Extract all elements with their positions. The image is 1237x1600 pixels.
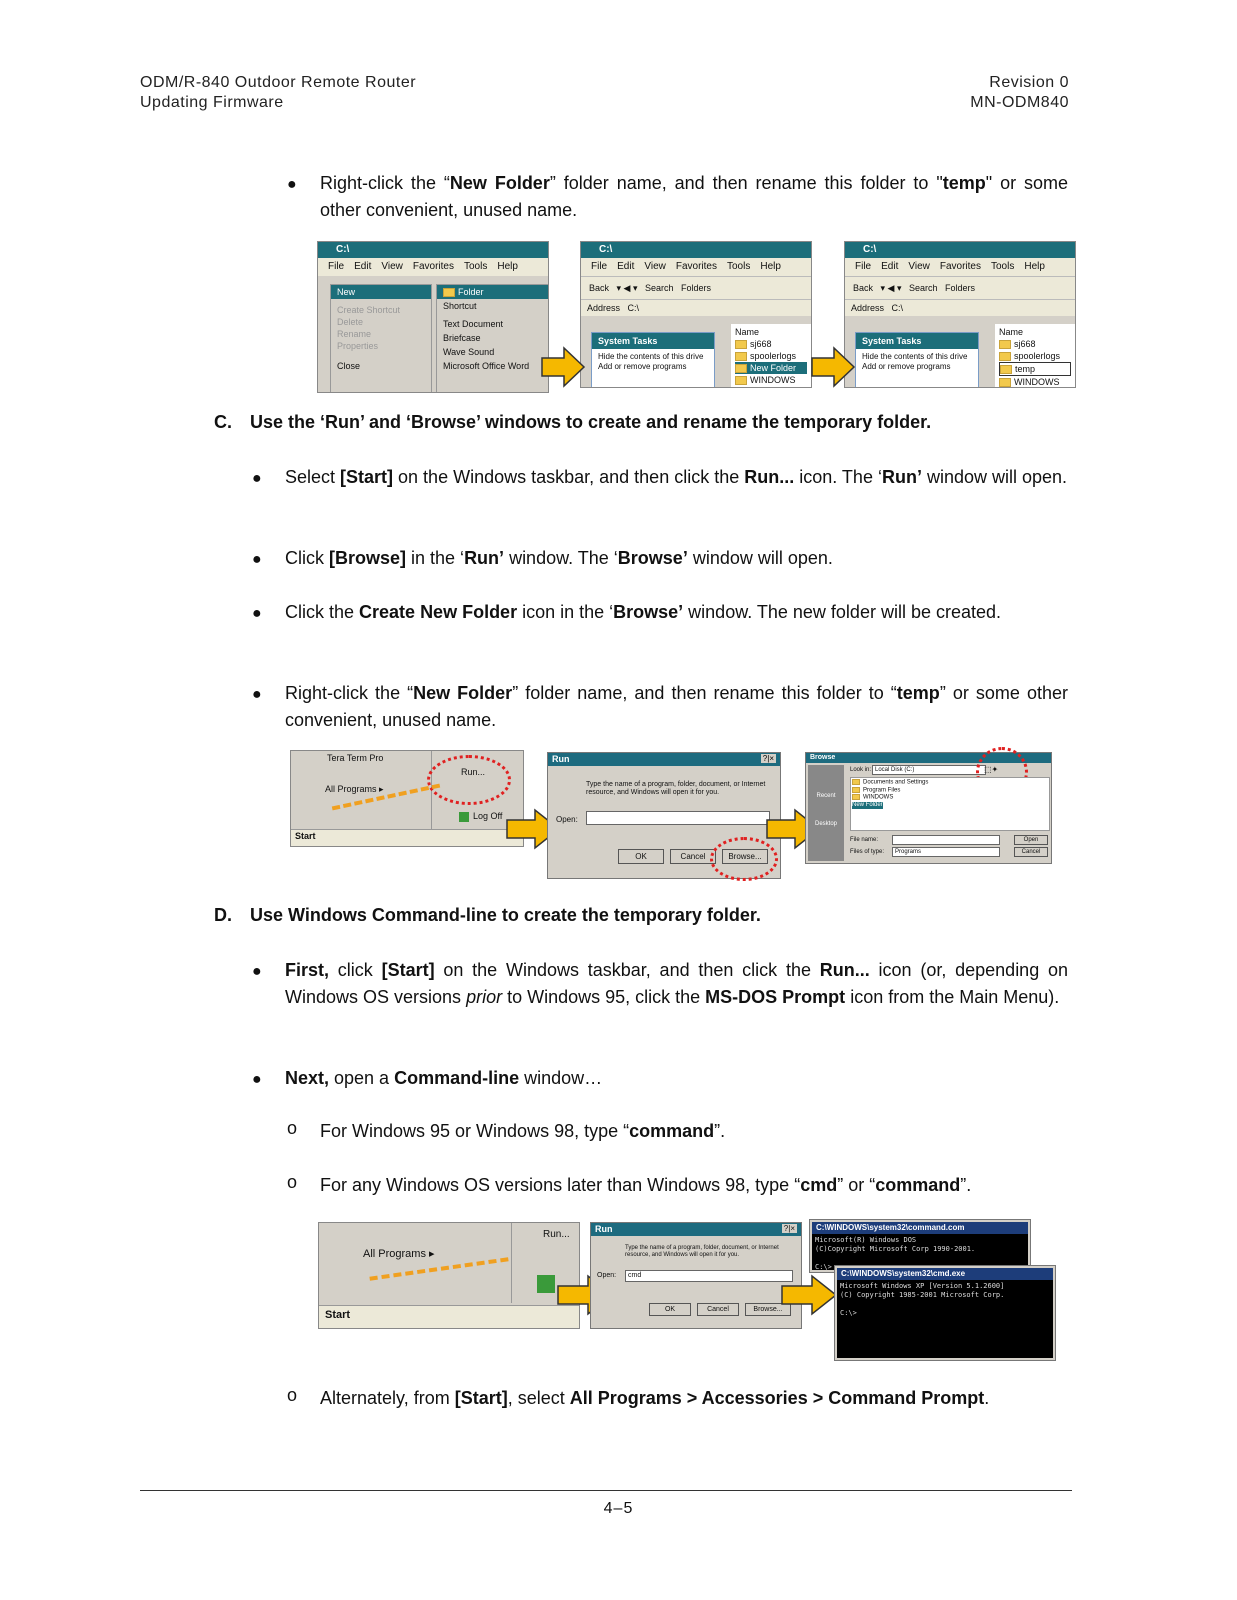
context-menu bbox=[330, 284, 432, 393]
bullet-icon: ● bbox=[252, 470, 262, 487]
start-button[interactable]: Start bbox=[325, 1309, 351, 1321]
list-item-new-folder[interactable]: New Folder bbox=[735, 362, 807, 374]
list-item: Program Files bbox=[852, 787, 1048, 795]
menu-bar bbox=[318, 258, 548, 276]
menu-bar: File Edit View Favorites Tools Help bbox=[581, 258, 811, 276]
start-button[interactable]: Start bbox=[295, 831, 316, 841]
list-item: WINDOWS bbox=[999, 376, 1071, 388]
open-input[interactable] bbox=[586, 811, 770, 825]
system-tasks-panel: System Tasks Hide the contents of this drive Add or remove programs bbox=[591, 332, 715, 388]
d-sub-bullet-3: Alternately, from [Start], select All Programs > Accessories > Command Prompt. bbox=[320, 1388, 990, 1408]
submenu-wave-sound[interactable]: Wave Sound bbox=[443, 347, 495, 358]
browse-button[interactable]: Browse... bbox=[745, 1303, 791, 1316]
explorer-context-menu-screenshot bbox=[317, 241, 549, 393]
window-title: C:\ bbox=[318, 242, 548, 258]
d-bullet-1: First, click [Start] on the Windows taskbar, and then click the Run... icon (or, depending on Windows OS versions prior to Windows 95, click the MS-DOS Prompt icon from the Main Menu). bbox=[285, 960, 1069, 1007]
bullet-icon: ● bbox=[252, 551, 262, 568]
run-dialog-title: Run bbox=[591, 1223, 801, 1236]
create-new-folder-icon[interactable]: ⬚✦ bbox=[984, 765, 999, 774]
file-name-label: File name: bbox=[850, 837, 879, 843]
menu-item-properties: Properties bbox=[337, 341, 379, 351]
browse-file-list bbox=[850, 777, 1050, 831]
d-sub-bullet-2: For any Windows OS versions later than Windows 98, type “cmd” or “command”. bbox=[320, 1175, 972, 1195]
open-button[interactable]: Open bbox=[1014, 835, 1048, 845]
submenu-word[interactable]: Microsoft Office Word bbox=[443, 361, 530, 372]
browse-button[interactable]: Browse... bbox=[722, 849, 768, 864]
sub-bullet-icon: o bbox=[287, 1172, 298, 1192]
submenu-shortcut[interactable]: Shortcut bbox=[443, 301, 477, 312]
command-com-output: Microsoft(R) Windows DOS (C)Copyright Microsoft Corp 1990-2001. C:\> bbox=[815, 1236, 976, 1271]
browse-dialog-screenshot bbox=[805, 752, 1052, 864]
section-c-letter: C. bbox=[214, 412, 232, 432]
browse-dialog-title: Browse bbox=[806, 753, 1051, 763]
open-label: Open: bbox=[556, 815, 578, 824]
menu-tools[interactable]: Tools bbox=[463, 261, 488, 272]
name-column-header[interactable]: Name bbox=[735, 327, 760, 337]
footer-divider bbox=[140, 1490, 1072, 1491]
places-recent[interactable]: Recent bbox=[816, 793, 836, 799]
d-sub-bullet-1: For Windows 95 or Windows 98, type “command”. bbox=[320, 1121, 726, 1141]
cmd-exe-output: Microsoft Windows XP [Version 5.1.2600] (C) Copyright 1985-2001 Microsoft Corp. C:\> bbox=[840, 1282, 1005, 1317]
list-item-temp[interactable]: temp bbox=[999, 362, 1071, 376]
run-item[interactable]: Run... bbox=[461, 767, 486, 777]
file-name-input[interactable] bbox=[892, 835, 1000, 845]
menu-item-new[interactable]: New bbox=[331, 285, 431, 299]
doc-section: Updating Firmware bbox=[140, 94, 284, 111]
places-desktop[interactable]: Desktop bbox=[814, 821, 837, 827]
toolbar: Back ▾ ◀ ▾ Search Folders bbox=[845, 276, 1075, 299]
run-dialog-screenshot bbox=[590, 1222, 802, 1329]
folders-button[interactable]: Folders bbox=[681, 283, 712, 293]
address-bar: Address C:\ bbox=[581, 299, 811, 316]
right-arrow-icon bbox=[810, 346, 856, 388]
list-item: spoolerlogs bbox=[735, 350, 807, 362]
window-title: C:\ bbox=[845, 242, 1075, 258]
key-icon bbox=[459, 812, 469, 822]
section-d-letter: D. bbox=[214, 905, 232, 925]
system-tasks-panel: System Tasks Hide the contents of this drive Add or remove programs bbox=[855, 332, 979, 388]
start-menu-screenshot bbox=[290, 750, 524, 847]
section-c-title: Use the ‘Run’ and ‘Browse’ windows to create and rename the temporary folder. bbox=[250, 412, 932, 432]
menu-item-delete: Delete bbox=[337, 317, 364, 327]
run-item[interactable]: Run... bbox=[543, 1229, 570, 1240]
files-of-type-select[interactable]: Programs bbox=[892, 847, 1000, 857]
run-dialog-screenshot bbox=[547, 752, 781, 879]
menu-favorites[interactable]: Favorites bbox=[412, 261, 454, 272]
page-number: 4–5 bbox=[603, 1500, 634, 1517]
start-menu-screenshot bbox=[318, 1222, 580, 1329]
revision: Revision 0 bbox=[989, 74, 1069, 91]
header-left bbox=[140, 73, 416, 113]
highlight-circle bbox=[427, 755, 511, 805]
submenu-briefcase[interactable]: Briefcase bbox=[443, 333, 481, 344]
section-d-title: Use Windows Command-line to create the temporary folder. bbox=[250, 905, 761, 925]
window-title: C:\ bbox=[581, 242, 811, 258]
d-bullet-2: Next, open a Command-line window… bbox=[285, 1068, 603, 1088]
address-bar: Address C:\ bbox=[845, 299, 1075, 316]
cmd-exe-window bbox=[835, 1266, 1055, 1360]
back-button[interactable]: Back bbox=[589, 283, 610, 293]
c-bullet-4: Right-click the “New Folder” folder name, and then rename this folder to “temp” or some other convenient, unused name. bbox=[285, 683, 1068, 730]
menu-file[interactable]: File bbox=[328, 261, 345, 272]
right-arrow-icon bbox=[780, 1274, 838, 1316]
all-programs-item[interactable]: All Programs ▸ bbox=[325, 784, 384, 794]
search-button[interactable]: Search bbox=[644, 283, 674, 293]
look-in-label: Look in: bbox=[850, 767, 872, 773]
header-right bbox=[970, 73, 1069, 113]
cancel-button[interactable]: Cancel bbox=[697, 1303, 739, 1316]
list-item: sj668 bbox=[735, 338, 807, 350]
c-bullet-1: Select [Start] on the Windows taskbar, and then click the Run... icon. The ‘Run’ window will open. bbox=[285, 467, 1068, 487]
cancel-button[interactable]: Cancel bbox=[670, 849, 716, 864]
menu-edit[interactable]: Edit bbox=[354, 261, 372, 272]
bullet-icon: ● bbox=[252, 686, 262, 703]
right-arrow-icon bbox=[540, 346, 586, 388]
bullet-icon: ● bbox=[287, 176, 297, 193]
toolbar: Back ▾ ◀ ▾ Search Folders bbox=[581, 276, 811, 299]
open-label: Open: bbox=[597, 1272, 617, 1279]
bullet-icon: ● bbox=[252, 963, 262, 980]
all-programs-item[interactable]: All Programs ▸ bbox=[363, 1248, 435, 1260]
run-dialog-title: Run bbox=[548, 753, 780, 766]
key-icon bbox=[537, 1275, 555, 1293]
file-list: Name sj668 spoolerlogs temp WINDOWS bbox=[995, 324, 1075, 388]
sub-bullet-icon: o bbox=[287, 1118, 298, 1138]
run-description: Type the name of a program, folder, document, or Internet resource, and Windows will open it for you. bbox=[625, 1245, 779, 1258]
explorer-temp-folder-screenshot bbox=[844, 241, 1076, 388]
look-in-select[interactable]: Local Disk (C:) bbox=[872, 765, 986, 775]
help-close-icon[interactable]: ?|× bbox=[783, 1224, 795, 1233]
top-bullet-text: Right-click the “New Folder” folder name, and then rename this folder to "temp" or some other convenient, unused name. bbox=[320, 173, 1069, 220]
ok-button[interactable]: OK bbox=[649, 1303, 691, 1316]
cmd-exe-title: C:\WINDOWS\system32\cmd.exe bbox=[837, 1268, 1053, 1280]
logoff-item[interactable]: Log Off bbox=[459, 811, 502, 822]
bullet-icon: ● bbox=[252, 1071, 262, 1088]
list-item: Documents and Settings bbox=[852, 779, 1048, 787]
doc-number: MN-ODM840 bbox=[970, 94, 1069, 111]
command-com-title: C:\WINDOWS\system32\command.com bbox=[812, 1222, 1028, 1234]
dashed-path bbox=[369, 1257, 508, 1280]
bullet-icon: ● bbox=[252, 605, 262, 622]
cancel-button[interactable]: Cancel bbox=[1014, 847, 1048, 857]
help-close-icon[interactable]: ?|× bbox=[762, 754, 774, 763]
files-of-type-label: Files of type: bbox=[850, 849, 885, 855]
menu-item-rename: Rename bbox=[337, 329, 372, 339]
ok-button[interactable]: OK bbox=[618, 849, 664, 864]
run-description: Type the name of a program, folder, document, or Internet resource, and Windows will open it for you. bbox=[586, 781, 766, 796]
command-com-window bbox=[810, 1220, 1030, 1272]
menu-view[interactable]: View bbox=[381, 261, 403, 272]
menu-help[interactable]: Help bbox=[497, 261, 518, 272]
new-submenu bbox=[436, 284, 549, 393]
tera-term-item[interactable]: Tera Term Pro bbox=[327, 753, 384, 763]
file-list bbox=[731, 324, 811, 388]
list-item: WINDOWS bbox=[852, 794, 1048, 802]
submenu-folder[interactable]: Folder bbox=[437, 285, 549, 299]
list-item: spoolerlogs bbox=[999, 350, 1071, 362]
list-item: WINDOWS bbox=[735, 374, 807, 386]
submenu-text-document[interactable]: Text Document bbox=[443, 319, 504, 330]
list-item: sj668 bbox=[999, 338, 1071, 350]
explorer-new-folder-screenshot bbox=[580, 241, 812, 388]
doc-title: ODM/R-840 Outdoor Remote Router bbox=[140, 74, 417, 91]
open-input[interactable]: cmd bbox=[625, 1270, 793, 1282]
places-bar bbox=[808, 765, 844, 861]
c-bullet-2: Click [Browse] in the ‘Run’ window. The ‘Browse’ window will open. bbox=[285, 548, 833, 568]
menu-bar: File Edit View Favorites Tools Help bbox=[845, 258, 1075, 276]
c-bullet-3: Click the Create New Folder icon in the ‘Browse’ window. The new folder will be created. bbox=[285, 602, 1002, 622]
sub-bullet-icon: o bbox=[287, 1385, 298, 1405]
list-item-new-folder[interactable]: New Folder bbox=[852, 801, 883, 808]
menu-item-create-shortcut: Create Shortcut bbox=[337, 305, 401, 315]
menu-item-close[interactable]: Close bbox=[337, 361, 361, 371]
